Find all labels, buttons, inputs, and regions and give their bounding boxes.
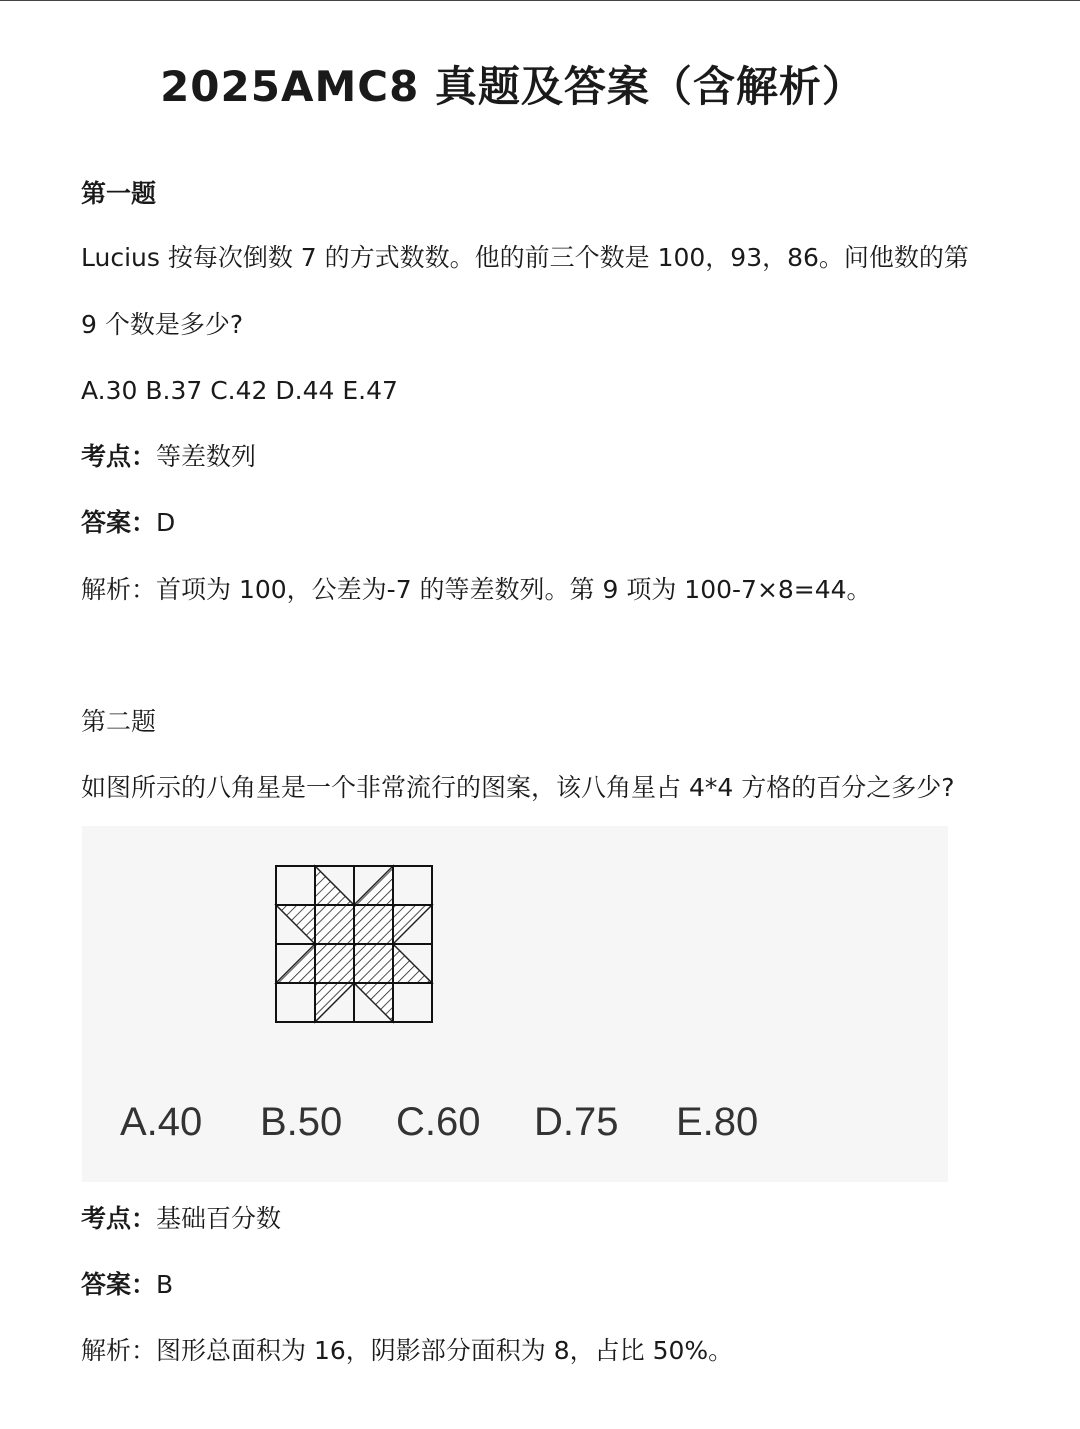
q1-answer-label: 答案：: [81, 508, 157, 537]
q2-choices: [82, 1100, 948, 1150]
q1-analysis: [81, 574, 872, 606]
q2-kaodian: [81, 1203, 281, 1235]
q2-heading: 第二题: [81, 707, 157, 736]
page-title: 2025AMC8 真题及答案（含解析）: [160, 62, 865, 111]
star-point: [393, 944, 432, 983]
star-point: [276, 905, 315, 944]
q2-analysis-value: 图形总面积为 16，阴影部分面积为 8，占比 50%。: [156, 1336, 734, 1365]
choice-a: A.40: [120, 1100, 203, 1144]
choice-d: D.75: [534, 1100, 619, 1144]
q2-kaodian-label: 考点：: [81, 1204, 157, 1233]
q1-answer: [81, 507, 175, 539]
q1-heading: 第一题: [81, 179, 157, 208]
q1-answer-value: D: [156, 508, 176, 537]
choice-e: E.80: [676, 1100, 759, 1144]
grid-lines: [276, 866, 432, 1022]
q2-analysis-label: 解析：: [81, 1336, 157, 1365]
q1-kaodian-label: 考点：: [81, 442, 157, 471]
q2-answer-value: B: [156, 1270, 174, 1299]
top-rule: [0, 0, 1080, 1]
q2-answer-label: 答案：: [81, 1270, 157, 1299]
q1-text-line1: Lucius 按每次倒数 7 的方式数数。他的前三个数是 100，93，86。问他数的第: [81, 243, 969, 272]
choice-b: B.50: [260, 1100, 343, 1144]
q1-kaodian-value: 等差数列: [156, 442, 257, 471]
q1-kaodian: [81, 441, 256, 473]
q1-text-line2: 9 个数是多少?: [81, 310, 244, 339]
q2-answer: [81, 1269, 173, 1301]
star-point: [393, 905, 432, 944]
eight-point-star-figure: [274, 864, 434, 1028]
star-point: [315, 866, 354, 905]
q1-options: A.30 B.37 C.42 D.44 E.47: [81, 376, 398, 405]
q2-kaodian-value: 基础百分数: [156, 1204, 282, 1233]
q2-analysis: [81, 1335, 733, 1367]
star-point: [354, 983, 393, 1022]
star-point: [276, 944, 315, 983]
choice-c: C.60: [396, 1100, 481, 1144]
star-point: [354, 866, 393, 905]
q1-analysis-label: 解析：: [81, 575, 157, 604]
star-point: [315, 983, 354, 1022]
q1-analysis-value: 首项为 100，公差为-7 的等差数列。第 9 项为 100-7×8=44。: [156, 575, 872, 604]
q2-text: 如图所示的八角星是一个非常流行的图案，该八角星占 4*4 方格的百分之多少?: [81, 773, 955, 802]
